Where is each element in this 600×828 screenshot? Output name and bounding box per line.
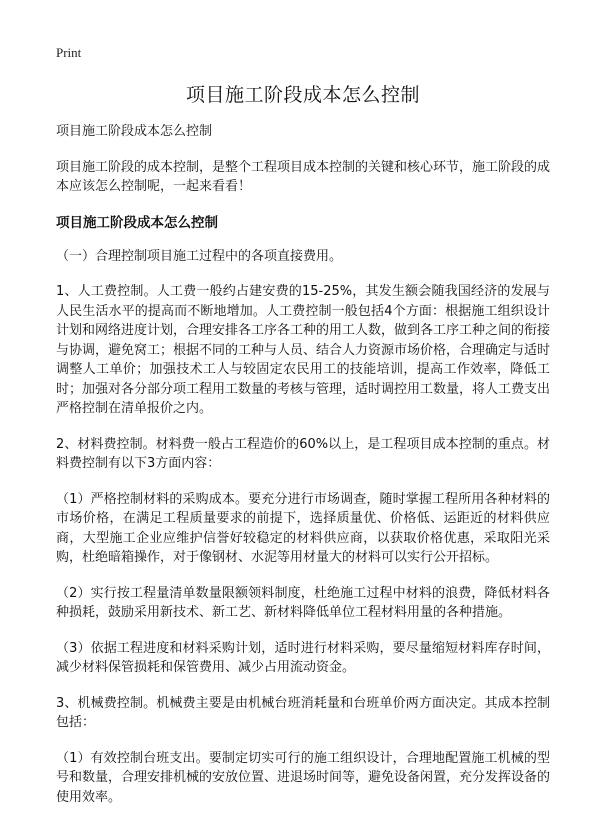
document-subtitle: 项目施工阶段成本怎么控制 xyxy=(56,124,213,139)
paragraph-labor-cost: 1、人工费控制。人工费一般约占建安费的15-25%，其发生额会随我国经济的发展与人民生活水平的提高而不断地增加。人工费控制一般包括4个方面：根据施工组织设计计划和网络进度计划，合理安排各工序各工种的用工人数，做到各工序工种之间的衔接与协调，避免窝工；根据不同的工种与人员、结合人力资源市场价格，合理确定与适时调整人工单价；加强技术工人与较固定农民用工的技能培训，提高工作效率，降低工时；加强对各分部分项工程用工数量的考核与管理，适时调控用工数量，将人工费支出严格控制在清单报价之内。 xyxy=(56,284,551,416)
paragraph-material-quota: （2）实行按工程量清单数量限额领料制度，杜绝施工过程中材料的浪费，降低材料各种损耗，鼓励采用新技术、新工艺、新材料降低单位工程材料用量的各种措施。 xyxy=(56,585,550,620)
intro-paragraph: 项目施工阶段的成本控制，是整个工程项目成本控制的关键和核心环节，施工阶段的成本应该怎么控制呢，一起来看看！ xyxy=(56,159,551,194)
paragraph-direct-costs: （一）合理控制项目施工过程中的各项直接费用。 xyxy=(56,248,343,264)
paragraph-material-schedule: （3）依据工程进度和材料采购计划，适时进行材料采购，要尽量缩短材料库存时间，减少材料保管损耗和保管费用、减少占用流动资金。 xyxy=(56,640,550,675)
print-label: Print xyxy=(56,45,82,60)
paragraph-machinery-cost: 3、机械费控制。机械费主要是由机械台班消耗量和台班单价两方面决定。其成本控制包括： xyxy=(56,695,550,730)
paragraph-material-purchasing: （1）严格控制材料的采购成本。要充分进行市场调查，随时掌握工程所用各种材料的市场价格，在满足工程质量要求的前提下，选择质量优、价格低、运距近的材料供应商，大型施工企业应维护信誉好较稳定的材料供应商，以获取价格优惠，采取阳光采购，杜绝暗箱操作，对于像钢材、水泥等用材量大的材料可以实行公开招标。 xyxy=(56,491,550,565)
paragraph-machinery-shift: （1）有效控制台班支出。要制定切实可行的施工组织设计，合理地配置施工机械的型号和数量，合理安排机械的安放位置、进退场时间等，避免设备闲置，充分发挥设备的使用效率。 xyxy=(56,750,551,805)
document-title: 项目施工阶段成本怎么控制 xyxy=(185,84,420,106)
section-heading: 项目施工阶段成本怎么控制 xyxy=(56,214,218,231)
paragraph-material-cost: 2、材料费控制。材料费一般占工程造价的60%以上，是工程项目成本控制的重点。材料费控制有以下3方面内容： xyxy=(56,436,550,471)
